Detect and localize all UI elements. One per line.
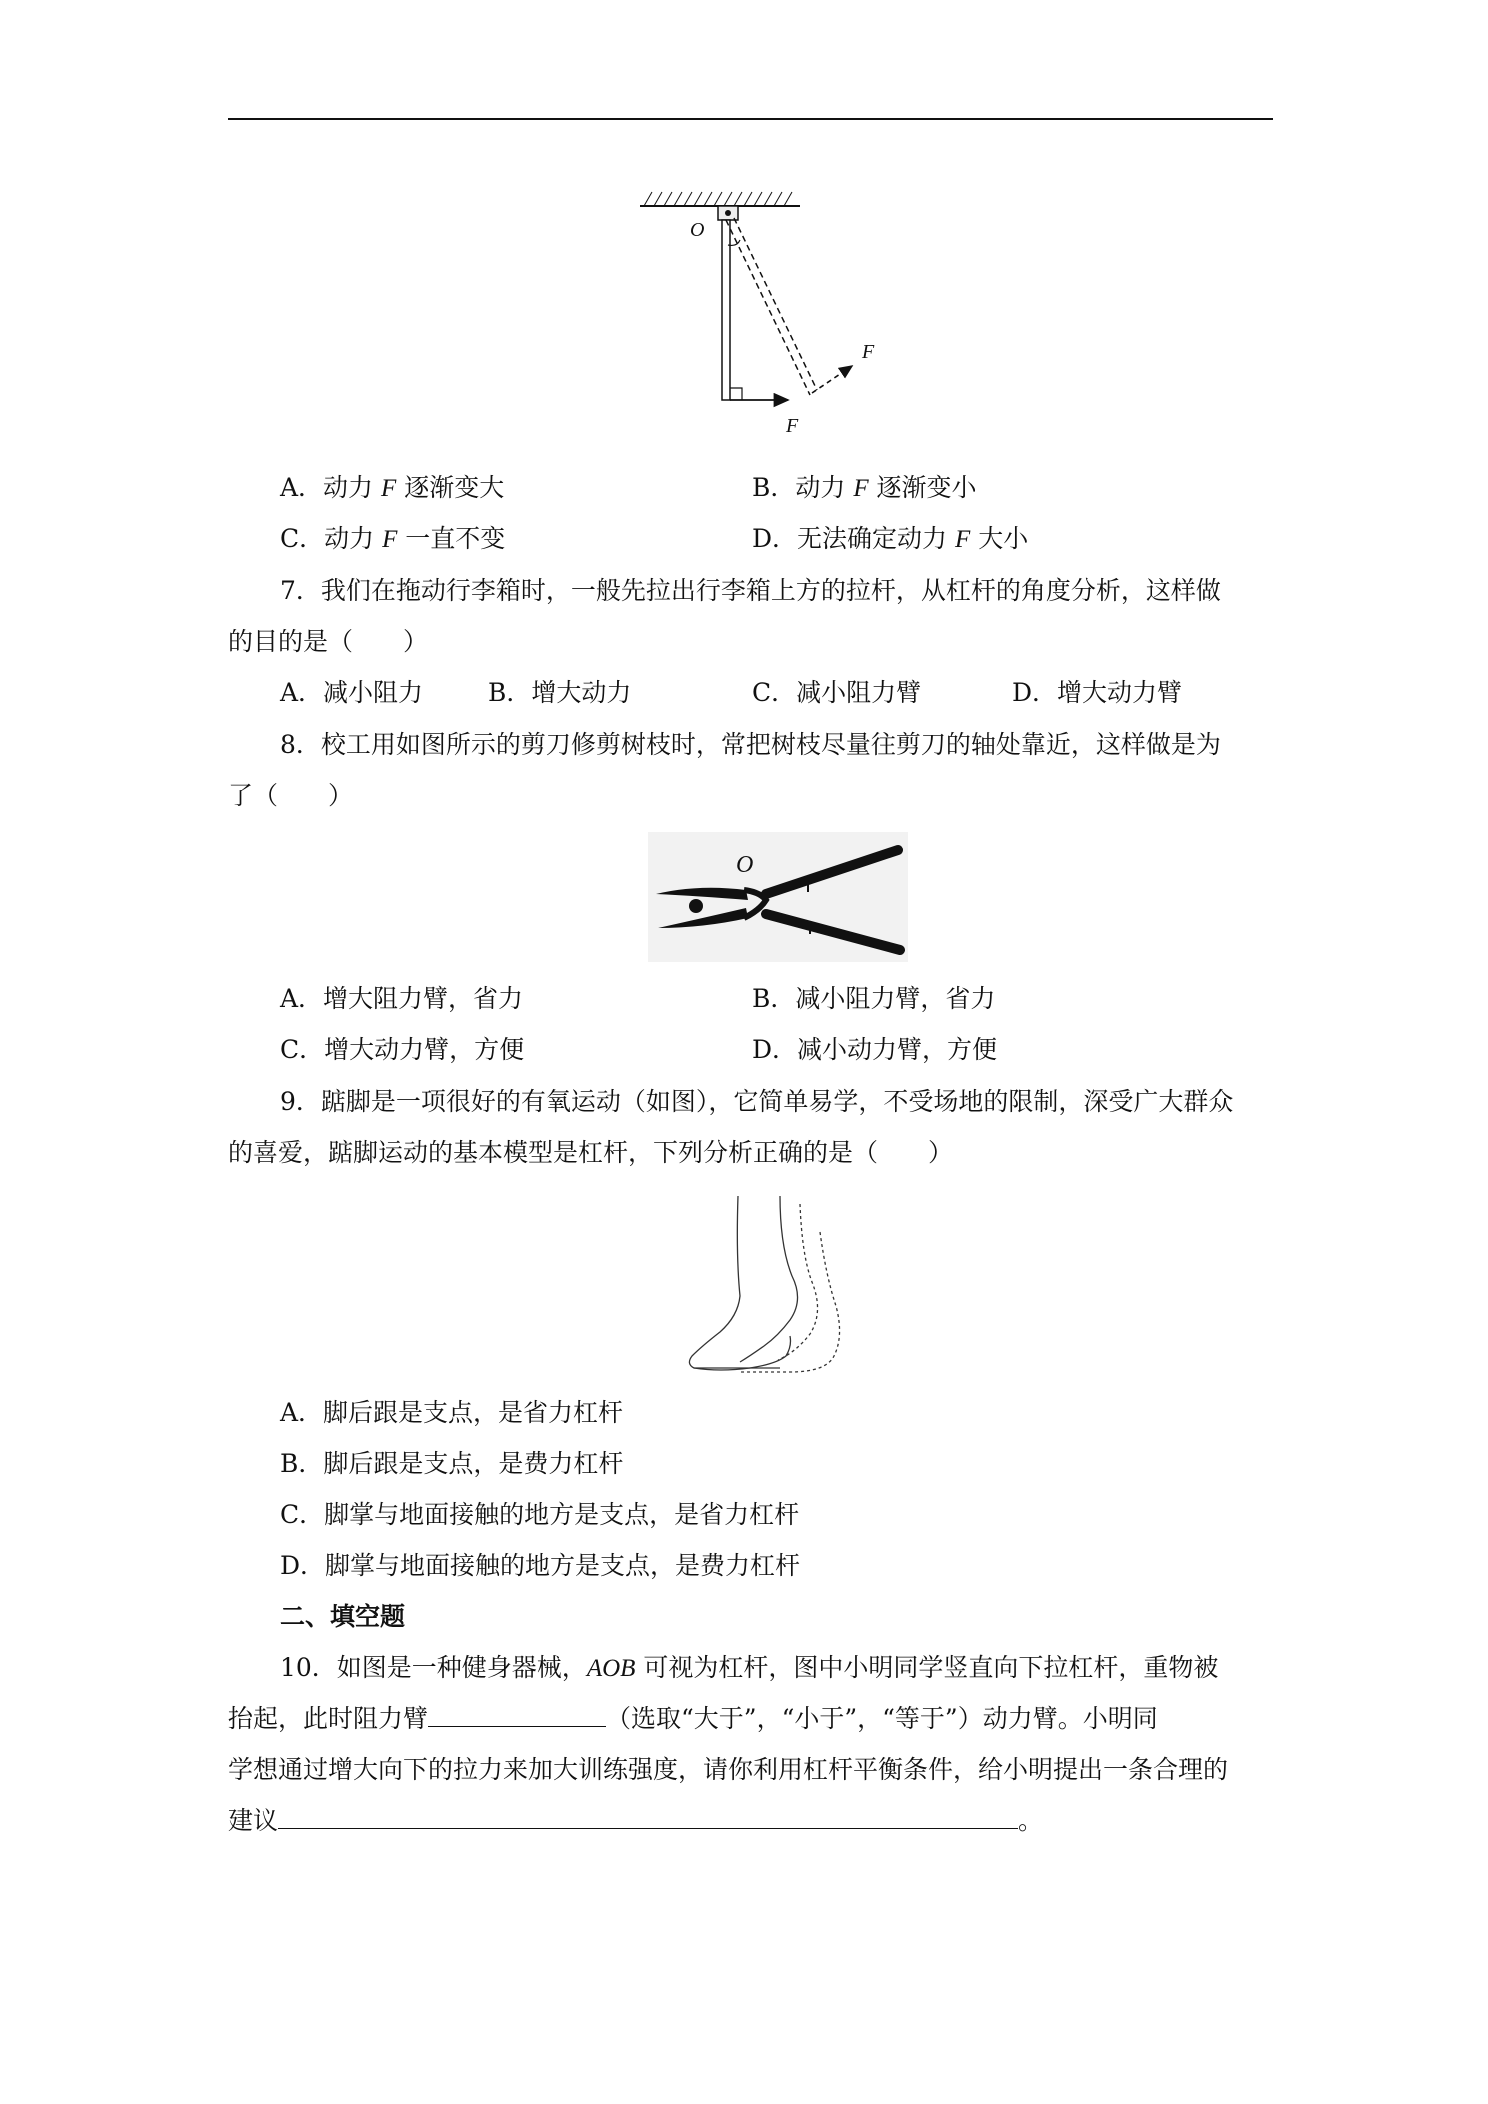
- q10-answer-blank-1[interactable]: [428, 1702, 606, 1727]
- q7-option-a: A．减小阻力: [280, 678, 424, 707]
- q8-pivot-label: O: [736, 852, 754, 878]
- q7-option-d: D．增大动力臂: [1012, 678, 1183, 707]
- q6-option-d: D．无法确定动力 F 大小: [752, 524, 1029, 553]
- q10-stem-line1: 10．如图是一种健身器械，AOB 可视为杠杆，图中小明同学竖直向下拉杠杆，重物被: [280, 1653, 1219, 1682]
- q9-foot-figure: [680, 1196, 860, 1376]
- q7-option-c: C．减小阻力臂: [752, 678, 922, 707]
- q8-shears-figure: [648, 832, 908, 962]
- q9-stem-line2: 的喜爱，踮脚运动的基本模型是杠杆，下列分析正确的是（ ）: [228, 1138, 954, 1167]
- q6-force-label-horizontal: F: [786, 415, 799, 437]
- q7-option-b: B．增大动力: [488, 678, 632, 707]
- q8-option-b: B．减小阻力臂，省力: [752, 984, 996, 1013]
- q6-option-a: A．动力 F 逐渐变大: [280, 473, 505, 502]
- q9-option-b: B．脚后跟是支点，是费力杠杆: [280, 1449, 624, 1478]
- q9-stem-line1: 9．踮脚是一项很好的有氧运动（如图），它简单易学，不受场地的限制，深受广大群众: [280, 1087, 1234, 1116]
- q8-stem-line2: 了（ ）: [228, 781, 354, 810]
- q10-stem-line3: 学想通过增大向下的拉力来加大训练强度，请你利用杠杆平衡条件，给小明提出一条合理的: [228, 1755, 1229, 1784]
- q6-option-b: B．动力 F 逐渐变小: [752, 473, 977, 502]
- section-heading-fill-in: 二、填空题: [280, 1602, 406, 1631]
- header-rule: [228, 118, 1273, 120]
- q6-force-label-dashed: F: [862, 341, 875, 363]
- q10-stem-line4: 建议 。: [228, 1806, 1044, 1835]
- q9-option-c: C．脚掌与地面接触的地方是支点，是省力杠杆: [280, 1500, 800, 1529]
- q8-stem-line1: 8．校工用如图所示的剪刀修剪树枝时，常把树枝尽量往剪刀的轴处靠近，这样做是为: [280, 730, 1221, 759]
- q8-option-a: A．增大阻力臂，省力: [280, 984, 524, 1013]
- q6-lever-figure: [640, 190, 875, 440]
- q10-stem-line2: 抬起，此时阻力臂 （选取“大于”，“小于”，“等于”）动力臂。小明同: [228, 1704, 1158, 1733]
- q6-pivot-label: O: [690, 219, 705, 241]
- q9-option-d: D．脚掌与地面接触的地方是支点，是费力杠杆: [280, 1551, 801, 1580]
- q6-option-c: C．动力 F 一直不变: [280, 524, 506, 553]
- q7-stem-line1: 7．我们在拖动行李箱时，一般先拉出行李箱上方的拉杆，从杠杆的角度分析，这样做: [280, 576, 1221, 605]
- q8-option-d: D．减小动力臂，方便: [752, 1035, 998, 1064]
- q9-option-a: A．脚后跟是支点，是省力杠杆: [280, 1398, 624, 1427]
- q7-stem-line2: 的目的是（ ）: [228, 627, 429, 656]
- q10-answer-blank-2[interactable]: [278, 1804, 1018, 1829]
- q8-option-c: C．增大动力臂，方便: [280, 1035, 525, 1064]
